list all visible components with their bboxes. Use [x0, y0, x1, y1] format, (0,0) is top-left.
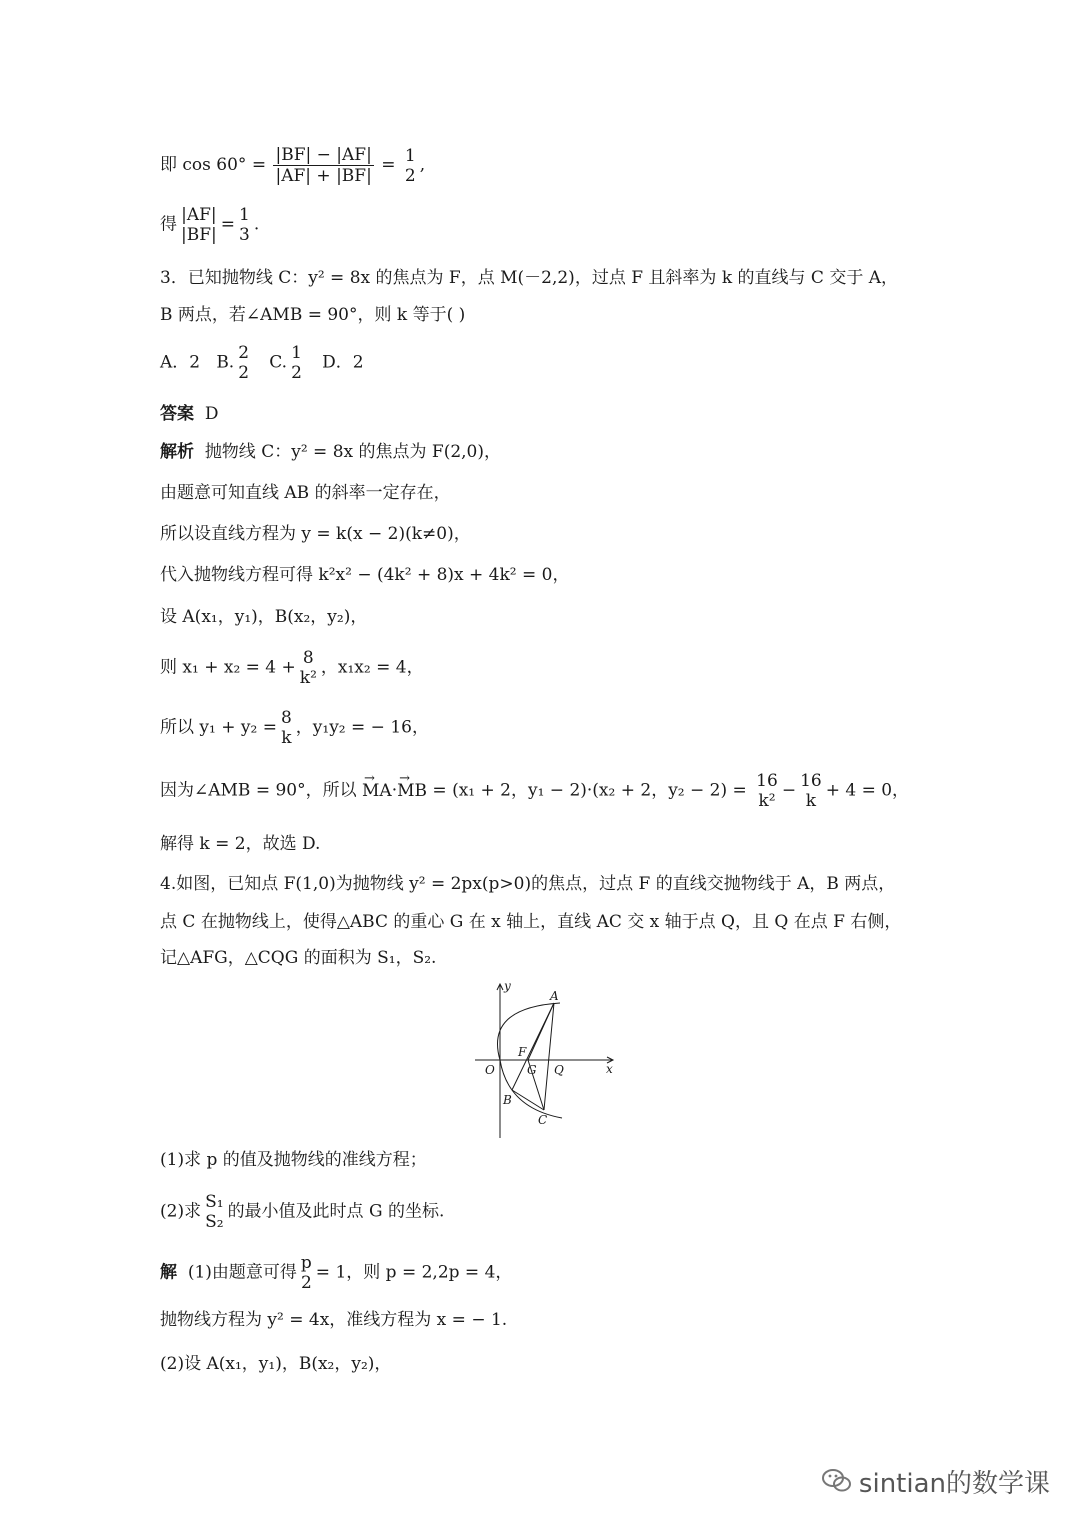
text: = 1，则 p = 2,2p = 4， [315, 1262, 513, 1283]
text: · [391, 780, 398, 801]
fraction [798, 771, 824, 811]
numerator: p [300, 1253, 312, 1273]
parabola-figure [470, 978, 620, 1138]
vector-ma: → MA [362, 779, 392, 803]
solution-label: 解 [160, 1262, 177, 1283]
line-cos60 [160, 145, 425, 186]
label-x: x [606, 1062, 613, 1076]
question-3-line-2: B 两点，若∠AMB = 90°，则 k 等于( ) [160, 305, 466, 325]
answer-value: D [204, 404, 219, 424]
part-2-question [160, 1192, 444, 1232]
numerator: 1 [239, 205, 250, 225]
solution-part-1 [160, 1253, 512, 1293]
fraction [298, 648, 319, 688]
line-bc [512, 1090, 544, 1110]
solution-step-3: 代入抛物线方程可得 k²x² − (4k² + 8)x + 4k² = 0， [160, 565, 570, 585]
analysis-label: 解析 [160, 442, 194, 462]
solution-step-5 [160, 648, 424, 688]
text: , [419, 155, 426, 175]
part-1-question: (1)求 p 的值及抛物线的准线方程； [160, 1150, 427, 1170]
numerator: 16 [800, 771, 822, 791]
text: = [220, 214, 235, 235]
watermark [821, 1463, 1050, 1502]
wechat-icon [821, 1467, 853, 1502]
denominator: 2 [404, 165, 416, 186]
numerator: S₁ [205, 1192, 224, 1212]
solution-step-8: 解得 k = 2，故选 D. [160, 834, 321, 854]
line-ag [528, 1003, 554, 1060]
label-f: F [518, 1045, 527, 1059]
label-a: A [550, 989, 559, 1003]
label-o: O [485, 1063, 495, 1077]
numerator: 8 [280, 708, 292, 728]
text: (1)由题意可得 [187, 1262, 297, 1283]
label-b: B [503, 1093, 512, 1107]
text: + 4 = 0， [825, 780, 910, 801]
solution-step-2: 所以设直线方程为 y = k(x − 2)(k≠0)， [160, 524, 471, 544]
label-g: G [527, 1063, 537, 1077]
analysis-line [160, 440, 501, 464]
denominator: k [281, 728, 292, 748]
numerator: 1 [291, 343, 302, 363]
solution-part-2: (2)设 A(x₁，y₁)，B(x₂，y₂)， [160, 1354, 392, 1374]
solution-step-1: 由题意可知直线 AB 的斜率一定存在， [160, 483, 451, 503]
denominator: 2 [238, 363, 250, 383]
text: ，y₁y₂ = − 16， [295, 717, 429, 738]
text: = [381, 155, 396, 175]
solution-step-7 [160, 771, 909, 811]
denominator: k² [758, 791, 776, 811]
denominator: k [805, 791, 817, 811]
fraction [203, 1192, 225, 1232]
denominator: 2 [291, 363, 302, 383]
text: − [781, 780, 797, 801]
question-4-line-1: 4.如图，已知点 F(1,0)为抛物线 y² = 2px(p>0)的焦点，过点 F 的直线交抛物线于 A，B 两点， [160, 874, 896, 894]
option-b: B. [216, 352, 235, 373]
solution-step-4: 设 A(x₁，y₁)，B(x₂，y₂)， [160, 607, 368, 627]
denominator: |AF| + |BF| [275, 166, 372, 186]
solution-parabola-equation: 抛物线方程为 y² = 4x，准线方程为 x = − 1. [160, 1310, 508, 1330]
option-a: A．2 [160, 352, 201, 373]
fraction [237, 205, 252, 245]
fraction [299, 1253, 314, 1293]
numerator: 1 [404, 145, 416, 166]
denominator: k² [299, 668, 317, 688]
text: 即 cos 60° = [160, 155, 267, 175]
text: (2)求 [160, 1201, 202, 1222]
denominator: |BF| [181, 225, 217, 245]
text: . [253, 214, 260, 235]
numerator: 16 [756, 771, 778, 791]
text: 则 x₁ + x₂ = 4 + [160, 657, 296, 678]
numerator: |AF| [181, 205, 217, 225]
numerator: 8 [302, 648, 314, 668]
answer-label: 答案 [160, 404, 194, 424]
denominator: S₂ [205, 1212, 224, 1232]
label-c: C [538, 1113, 548, 1127]
solution-step-6 [160, 708, 429, 748]
label-q: Q [554, 1063, 564, 1077]
question-3-options [160, 343, 364, 383]
text: 所以 y₁ + y₂ = [160, 717, 277, 738]
numerator: |BF| − |AF| [275, 145, 372, 165]
analysis-text: 抛物线 C：y² = 8x 的焦点为 F(2,0)， [204, 442, 502, 462]
numerator: 2 [238, 343, 250, 363]
option-c: C. [269, 352, 288, 373]
text: = (x₁ + 2，y₁ − 2)·(x₂ + 2，y₂ − 2) = [432, 780, 747, 801]
question-4-line-3: 记△AFG，△CQG 的面积为 S₁，S₂. [160, 948, 437, 968]
answer-line [160, 402, 218, 426]
text: 的最小值及此时点 G 的坐标. [227, 1201, 445, 1222]
fraction [289, 343, 304, 383]
fraction [273, 145, 373, 186]
watermark-text: sintian的数学课 [858, 1469, 1050, 1499]
question-4-line-2: 点 C 在抛物线上，使得△ABC 的重心 G 在 x 轴上，直线 AC 交 x 轴于点 Q，且 Q 在点 F 右侧， [160, 912, 902, 932]
text: ，x₁x₂ = 4， [320, 657, 424, 678]
line-ac [544, 1003, 554, 1110]
question-3-line-1: 3．已知抛物线 C：y² = 8x 的焦点为 F，点 M(－2,2)，过点 F 且斜率为 k 的直线与 C 交于 A， [160, 268, 899, 288]
line-ratio [160, 205, 259, 245]
fraction [279, 708, 294, 748]
vector-mb: → MB [397, 779, 427, 803]
fraction [236, 343, 251, 383]
fraction [403, 146, 418, 186]
text: 得 [160, 214, 177, 235]
denominator: 2 [300, 1273, 312, 1293]
label-y: y [504, 979, 511, 993]
text: 因为∠AMB = 90°，所以 [160, 780, 357, 801]
fraction [754, 771, 780, 811]
option-d: D．2 [322, 352, 364, 373]
denominator: 3 [239, 225, 250, 245]
fraction [179, 205, 219, 245]
